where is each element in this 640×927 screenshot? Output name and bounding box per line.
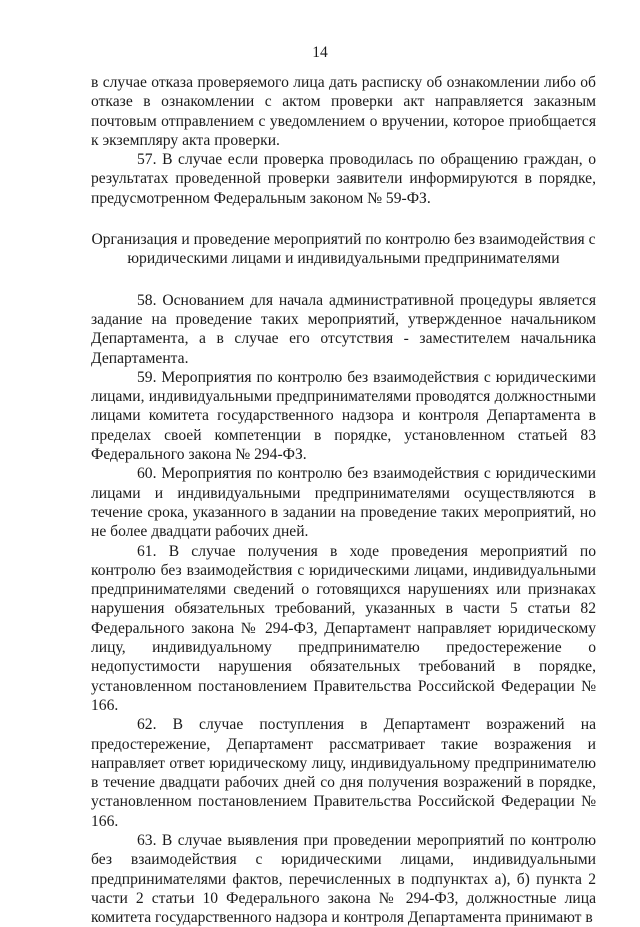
- paragraph-58: 58. Основанием для начала административной процедуры является задание на проведение таких мероприятий, утвержденное начальником Департамента, а в случае его отсутствия - заместителем начальника Департамента.: [91, 291, 596, 367]
- paragraph-63: 63. В случае выявления при проведении мероприятий по контролю без взаимодействия с юридическими лицами, индивидуальными предпринимателями фактов, перечисленных в подпунктах а), б) пункта 2 части 2 статьи 10 Федерального закона № 294-ФЗ, должностные лица комитета государственного надзора и контроля Департамента принимают в: [91, 831, 596, 927]
- paragraph-continuation: в случае отказа проверяемого лица дать расписку об ознакомлении либо об отказе в ознакомлении с актом проверки акт направляется заказным почтовым отправлением с уведомлением о вручении, которое приобщается к экземпляру акта проверки.: [91, 74, 596, 149]
- page-number: 14: [312, 44, 328, 61]
- paragraph-57: 57. В случае если проверка проводилась по обращению граждан, о результатах проведенной проверки заявители информируются в порядке, предусмотренном Федеральным законом № 59-ФЗ.: [91, 151, 596, 207]
- paragraph-59: 59. Мероприятия по контролю без взаимодействия с юридическими лицами, индивидуальными предпринимателями проводятся должностными лицами комитета государственного надзора и контроля Департамента в пределах своей компетенции в порядке, установленном статьей 83 Федерального закона № 294-ФЗ.: [91, 368, 596, 464]
- paragraph-61: 61. В случае получения в ходе проведения мероприятий по контролю без взаимодействия с юридическими лицами, индивидуальными предпринимателями сведений о готовящихся нарушениях или признаках нарушения обязательных требований, указанных в части 5 статьи 82 Федерального закона № 294-ФЗ, Департамент направляет юридическому лицу, индивидуальному предпринимателю предостережение о недопустимости нарушения обязательных требований в порядке, установленном постановлением Правительства Российской Федерации № 166.: [91, 542, 596, 714]
- section-heading: [91, 230, 596, 269]
- section-heading-line-2: юридическими лицами и индивидуальными предпринимателями: [127, 250, 560, 268]
- document-body: [91, 73, 596, 927]
- paragraph-62: 62. В случае поступления в Департамент возражений на предостережение, Департамент рассматривает такие возражения и направляет ответ юридическому лицу, индивидуальному предпринимателю в течение двадцати рабочих дней со дня получения возражений в порядке, установленном постановлением Правительства Российской Федерации № 166.: [91, 716, 596, 830]
- paragraph-60: 60. Мероприятия по контролю без взаимодействия с юридическими лицами и индивидуальными предпринимателями осуществляются в течение срока, указанного в задании на проведение таких мероприятий, но не более двадцати рабочих дней.: [91, 465, 596, 541]
- section-heading-line-1: Организация и проведение мероприятий по контролю без взаимодействия с: [91, 231, 596, 249]
